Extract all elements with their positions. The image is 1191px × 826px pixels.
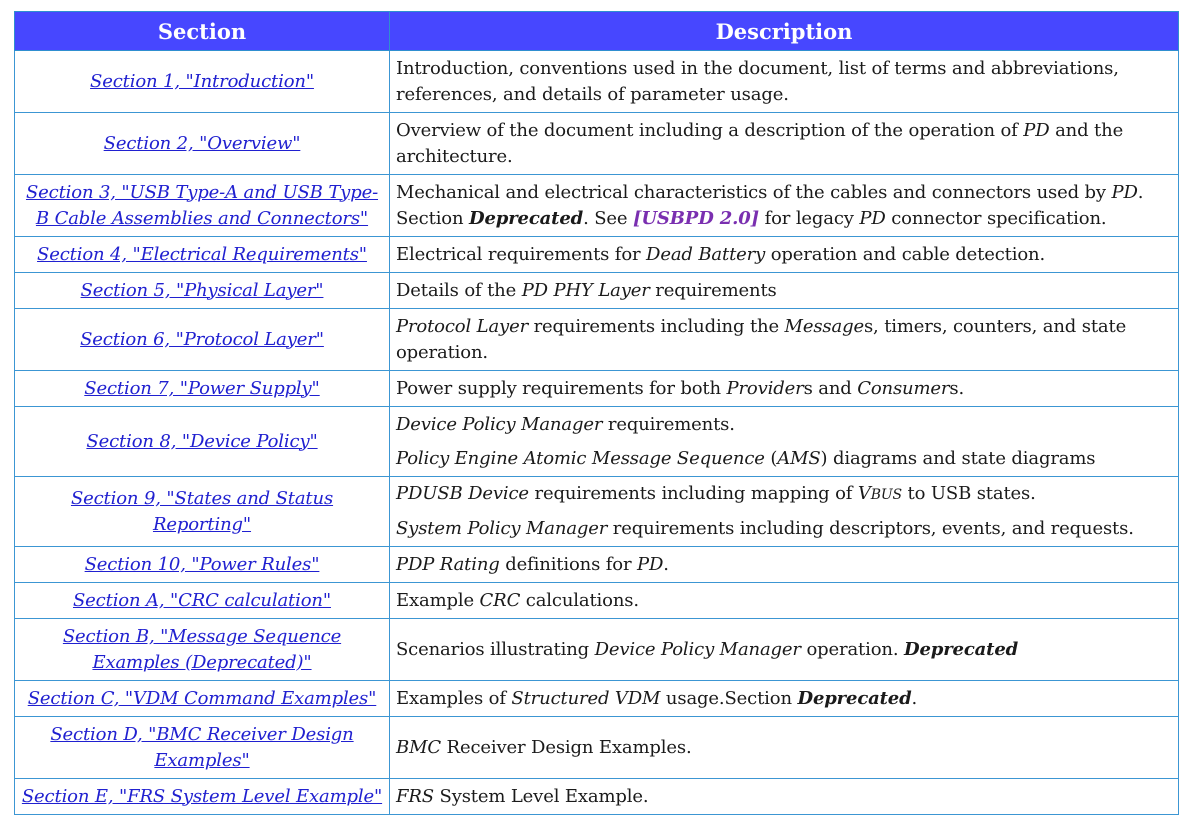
description-text: calculations. — [520, 589, 639, 611]
table-row — [15, 547, 1179, 583]
reference-link[interactable]: [USBPD 2.0] — [632, 207, 760, 229]
table-body — [15, 51, 1179, 815]
description-text: Scenarios illustrating — [396, 638, 595, 660]
description-text: V — [857, 483, 871, 504]
description-paragraph — [396, 242, 1172, 268]
description-paragraph — [396, 516, 1172, 542]
description-text: PD — [637, 553, 664, 575]
description-text: Overview of the document including a description of the operation of — [396, 119, 1024, 141]
table-row — [15, 175, 1179, 237]
section-cell — [15, 619, 390, 681]
description-paragraph — [396, 118, 1172, 170]
table-row — [15, 51, 1179, 113]
description-text: Introduction, conventions used in the document, list of terms and abbreviations, references, and details of parameter usage. — [396, 57, 1119, 105]
description-cell — [390, 547, 1179, 583]
description-text: Device Policy Manager — [594, 638, 801, 660]
section-link[interactable]: Section 3, "USB Type-A and USB Type-B Cable Assemblies and Connectors" — [25, 181, 379, 229]
section-link[interactable]: Section 1, "Introduction" — [90, 70, 314, 92]
table-row — [15, 309, 1179, 371]
section-link[interactable]: Section A, "CRC calculation" — [73, 589, 331, 611]
description-text: operation and cable detection. — [765, 243, 1046, 265]
section-link[interactable]: Section 4, "Electrical Requirements" — [37, 243, 367, 265]
section-cell — [15, 717, 390, 779]
section-cell — [15, 681, 390, 717]
section-column-header: Section — [15, 12, 390, 51]
description-paragraph — [396, 735, 1172, 761]
table-header-row — [15, 12, 1179, 51]
description-paragraph — [396, 314, 1172, 366]
description-text: PDP Rating — [396, 553, 500, 575]
table-row — [15, 681, 1179, 717]
section-cell — [15, 113, 390, 175]
description-cell — [390, 681, 1179, 717]
description-text: . — [911, 687, 918, 709]
description-text: PD — [1111, 181, 1138, 203]
description-text: requirements including descriptors, events, and requests. — [607, 518, 1134, 539]
section-link[interactable]: Section 6, "Protocol Layer" — [80, 328, 324, 350]
description-text: Policy Engine Atomic Message Sequence — [396, 447, 765, 469]
description-text: operation. — [800, 638, 905, 660]
description-text: requirements including mapping of — [528, 483, 858, 504]
description-text: Protocol Layer — [396, 315, 529, 337]
description-text: Receiver Design Examples. — [440, 736, 692, 758]
description-text: Examples of — [396, 687, 512, 709]
section-cell — [15, 237, 390, 273]
section-cell — [15, 371, 390, 407]
section-cell — [15, 273, 390, 309]
description-paragraph — [396, 376, 1172, 402]
description-text: Power supply requirements for both — [396, 377, 727, 399]
sections-table — [14, 11, 1179, 815]
description-cell — [390, 237, 1179, 273]
table-row — [15, 583, 1179, 619]
description-cell — [390, 371, 1179, 407]
section-cell — [15, 779, 390, 815]
description-column-header: Description — [390, 12, 1179, 51]
description-text: usage.Section — [660, 687, 798, 709]
description-text: AMS — [777, 447, 821, 469]
table-row — [15, 477, 1179, 547]
table-row — [15, 779, 1179, 815]
description-text: requirements including the — [528, 315, 785, 337]
description-text: s. — [949, 377, 965, 399]
section-link[interactable]: Section 9, "States and Status Reporting" — [70, 487, 334, 535]
description-cell — [390, 175, 1179, 237]
description-text: Deprecated — [797, 687, 912, 709]
description-text: ( — [764, 447, 778, 469]
description-text: Electrical requirements for — [396, 243, 647, 265]
section-link[interactable]: Section 7, "Power Supply" — [84, 377, 320, 399]
description-text: CRC — [479, 589, 521, 611]
description-text: PD PHY Layer — [521, 279, 650, 301]
description-paragraph — [396, 686, 1172, 712]
description-text: PDUSB Device — [396, 483, 529, 504]
section-link[interactable]: Section 8, "Device Policy" — [86, 430, 318, 452]
description-text: Device Policy Manager — [396, 413, 603, 435]
section-link[interactable]: Section B, "Message Sequence Examples (Deprecated)" — [62, 625, 342, 673]
description-text: . See — [583, 207, 633, 229]
description-paragraph — [396, 180, 1172, 232]
description-text: BMC — [396, 736, 441, 758]
description-text: for legacy — [759, 207, 860, 229]
description-paragraph — [396, 446, 1172, 472]
description-cell — [390, 309, 1179, 371]
description-text: . — [663, 553, 669, 575]
section-cell — [15, 583, 390, 619]
description-cell — [390, 273, 1179, 309]
description-cell — [390, 779, 1179, 815]
description-text: BUS — [870, 487, 902, 503]
description-cell — [390, 477, 1179, 547]
description-cell — [390, 717, 1179, 779]
description-text: connector specification. — [885, 207, 1107, 229]
description-text: Provider — [726, 377, 804, 399]
description-cell — [390, 583, 1179, 619]
table-row — [15, 619, 1179, 681]
description-paragraph — [396, 56, 1172, 108]
description-text: and the architecture. — [396, 119, 1124, 167]
description-paragraph — [396, 637, 1172, 663]
description-text: FRS — [396, 785, 434, 807]
description-text: Structured VDM — [511, 687, 661, 709]
description-text: Details of the — [396, 279, 522, 301]
description-paragraph — [396, 278, 1172, 304]
table-row — [15, 371, 1179, 407]
description-text: System Level Example. — [433, 785, 649, 807]
section-link[interactable]: Section D, "BMC Receiver Design Examples" — [50, 723, 354, 771]
description-text: s and — [803, 377, 858, 399]
description-text: Message — [784, 315, 864, 337]
description-text: definitions for — [499, 553, 638, 575]
table-row — [15, 113, 1179, 175]
section-link[interactable]: Section E, "FRS System Level Example" — [21, 785, 383, 807]
table-row — [15, 237, 1179, 273]
description-text: Deprecated — [469, 207, 584, 229]
description-paragraph — [396, 412, 1172, 438]
description-cell — [390, 113, 1179, 175]
section-cell — [15, 477, 390, 547]
section-cell — [15, 547, 390, 583]
description-text: requirements — [649, 279, 777, 301]
description-text: Mechanical and electrical characteristics of the cables and connectors used by — [396, 181, 1112, 203]
description-text: . Section — [396, 181, 1144, 229]
table-row — [15, 407, 1179, 477]
description-cell — [390, 619, 1179, 681]
table-row — [15, 273, 1179, 309]
description-paragraph — [396, 784, 1172, 810]
description-paragraph — [396, 481, 1172, 508]
description-text: ) diagrams and state diagrams — [820, 447, 1096, 469]
section-link[interactable]: Section 2, "Overview" — [103, 132, 301, 154]
description-text: PD — [1023, 119, 1050, 141]
description-cell — [390, 407, 1179, 477]
section-link[interactable]: Section 5, "Physical Layer" — [80, 279, 324, 301]
description-text: to USB states. — [901, 483, 1036, 504]
section-cell — [15, 51, 390, 113]
section-link[interactable]: Section C, "VDM Command Examples" — [27, 687, 377, 709]
section-cell — [15, 407, 390, 477]
description-text: Deprecated — [904, 638, 1019, 660]
description-paragraph — [396, 552, 1172, 578]
description-text: Example — [396, 589, 480, 611]
description-text: PD — [859, 207, 886, 229]
description-text: Consumer — [857, 377, 950, 399]
description-text: System Policy Manager — [396, 518, 608, 539]
section-link[interactable]: Section 10, "Power Rules" — [84, 553, 320, 575]
description-paragraph — [396, 588, 1172, 614]
description-text: Dead Battery — [646, 243, 766, 265]
description-text: s, timers, counters, and state operation. — [396, 315, 1127, 363]
description-text: requirements. — [602, 413, 735, 435]
section-cell — [15, 309, 390, 371]
table-row — [15, 717, 1179, 779]
description-cell — [390, 51, 1179, 113]
section-cell — [15, 175, 390, 237]
